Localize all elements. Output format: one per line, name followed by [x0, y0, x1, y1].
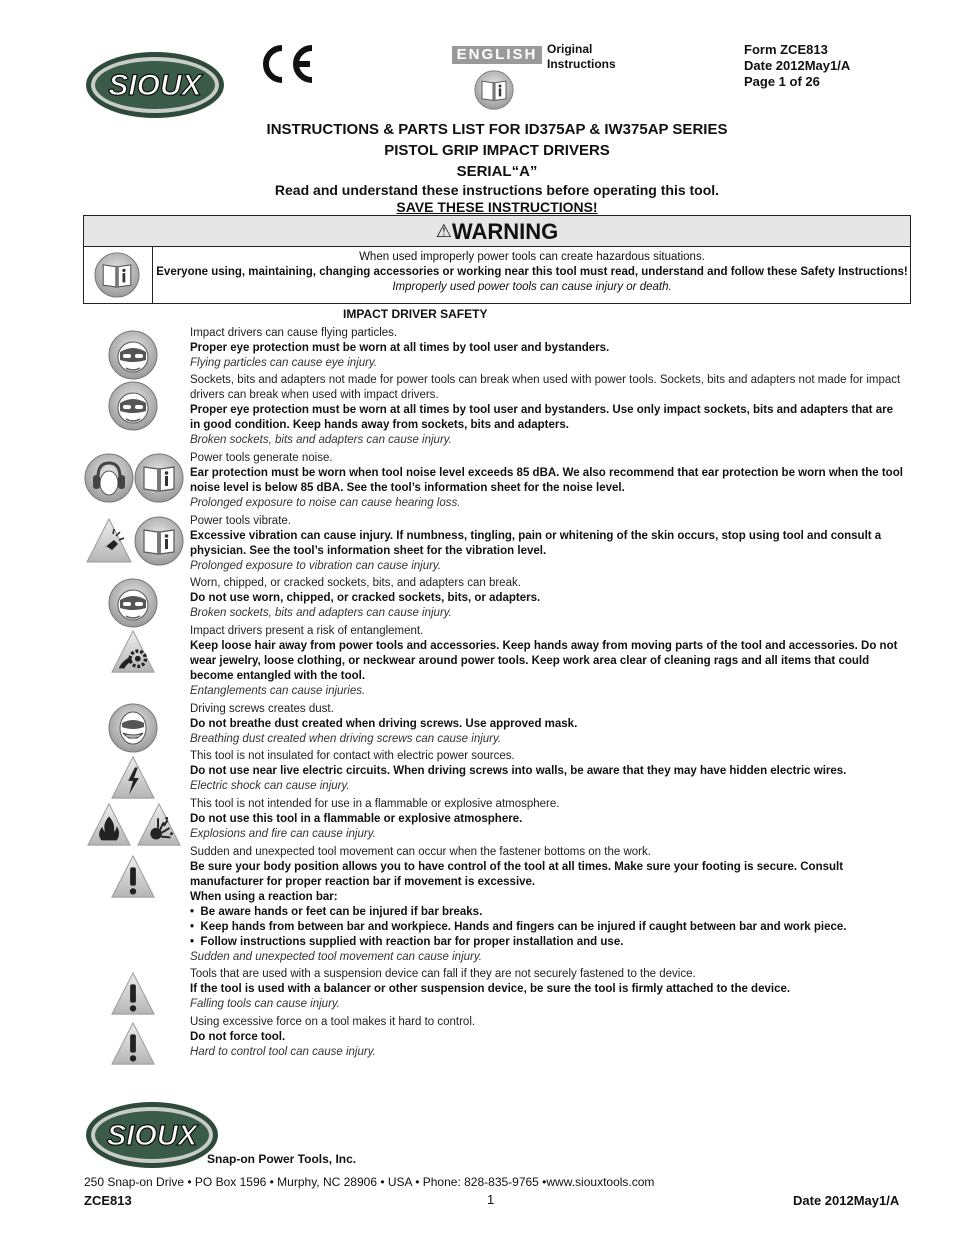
safety-item-flying-particles: Impact drivers can cause flying particles. Proper eye protection must be worn at all times by tool user and bystanders. Flying particles can cause eye injury. — [190, 327, 610, 369]
safety-item-suspension: Tools that are used with a suspension device can fall if they are not securely fastened to the device. If the tool is used with a balancer or other suspension device, be sure the tool is firmly attached to the device. Falling tools can cause injury. — [190, 968, 791, 1010]
warning-icon-cell — [84, 247, 153, 303]
form-date: Date 2012May1/A — [744, 58, 851, 73]
warning-triangle-icon: ⚠ — [435, 221, 452, 241]
sioux-logo-footer — [84, 1100, 224, 1170]
title-line-5: SAVE THESE INSTRUCTIONS! — [396, 199, 598, 215]
safety-item-entanglement: Impact drivers present a risk of entanglement. Keep loose hair away from power tools and accessories. Keep hands away from moving parts of the tool and accessories. Do not wear jewelry, loose clothing, or neckwear around power tools. Keep work area clear of cleaning rags and all items that could become entangled with the tool. Entanglements can cause injuries. — [190, 625, 898, 697]
safety-item-force: Using excessive force on a tool makes it hard to control. Do not force tool. Hard to control tool can cause injury. — [190, 1016, 476, 1058]
safety-item-noise: Power tools generate noise. Ear protection must be worn when tool noise level exceeds 85 dBA. We also recommend that ear protection be worn when the tool noise level is below 85 dBA. See the tool’s information sheet for the noise level. Prolonged exposure to noise can cause hearing loss. — [190, 452, 903, 509]
safety-item-electric: This tool is not insulated for contact with electric power sources. Do not use near live electric circuits. When driving screws into walls, be aware that they may have hidden electric wires. Electric shock can cause injury. — [190, 750, 847, 792]
title-line-4: Read and understand these instructions before operating this tool. — [274, 182, 720, 198]
document-titles — [0, 119, 954, 216]
footer-logo-text: SIOUX — [106, 1120, 198, 1152]
sioux-logo — [84, 50, 226, 120]
company-name: Snap-on Power Tools, Inc. — [207, 1152, 357, 1166]
safety-item-tool-movement: Sudden and unexpected tool movement can occur when the fastener bottoms on the work. Be sure your body position allows you to have control of the tool at all times. Make sure your footing is secure. Consult manufacturer for proper reaction bar if movement is excessive. When using a reaction bar: • Be aware hands or feet can be injured if bar breaks. • Keep hands from between bar and workpiece. Hands and fingers can be injured if caught between bar and work piece. • Follow instructions supplied with reaction bar for proper installation and use. Sudden and unexpected tool movement can cause injury. — [190, 845, 905, 965]
read-manual-icon — [134, 516, 184, 566]
form-info — [744, 42, 850, 90]
warning-box — [83, 215, 911, 304]
general-warning-icon — [108, 1020, 158, 1068]
title-line-2: PISTOL GRIP IMPACT DRIVERS — [384, 142, 610, 159]
title-line-3: SERIAL“A” — [456, 163, 538, 180]
electric-shock-hazard-icon — [108, 754, 158, 802]
warning-heading: ⚠WARNING — [84, 216, 910, 247]
safety-item-vibration: Power tools vibrate. Excessive vibration can cause injury. If numbness, tingling, pain or whitening of the skin occurs, stop using tool and consult a physician. See the tool’s information sheet for the vibration level. Prolonged exposure to vibration can cause injury. — [190, 515, 882, 572]
entanglement-hazard-icon — [108, 628, 158, 676]
form-number: Form ZCE813 — [744, 42, 828, 57]
bullet-item: • Follow instructions supplied with reaction bar for proper installation and use. — [190, 936, 624, 948]
eye-protection-icon — [108, 578, 158, 628]
safety-item-worn-sockets: Worn, chipped, or cracked sockets, bits, and adapters can break. Do not use worn, chipped, or cracked sockets, bits, or adapters. Broken sockets, bits and adapters can cause injury. — [190, 577, 541, 619]
general-warning-icon — [108, 853, 158, 901]
title-line-1: INSTRUCTIONS & PARTS LIST FOR ID375AP & IW375AP SERIES — [266, 121, 728, 138]
read-manual-icon — [94, 252, 140, 298]
company-address: 250 Snap-on Drive • PO Box 1596 • Murphy, NC 28906 • USA • Phone: 828-835-9765 •www.siouxtools.com — [84, 1175, 655, 1189]
explosion-hazard-icon — [134, 801, 184, 849]
footer-date: Date 2012May1/A — [793, 1193, 900, 1208]
general-warning-icon — [108, 970, 158, 1018]
fire-hazard-icon — [84, 801, 134, 849]
vibration-hazard-icon — [84, 516, 134, 566]
warning-text: When used improperly power tools can create hazardous situations. Everyone using, maintaining, changing accessories or working near this tool must read, understand and follow these Safety Instructions! Improperly used power tools can cause injury or death. — [156, 251, 908, 293]
bullet-item: • Be aware hands or feet can be injured if bar breaks. — [190, 906, 483, 918]
footer-form-number: ZCE813 — [84, 1193, 132, 1208]
footer-page-number: 1 — [487, 1192, 495, 1207]
page-indicator: Page 1 of 26 — [744, 74, 820, 89]
bullet-item: • Keep hands from between bar and workpiece. Hands and fingers can be injured if caught between bar and work piece. — [190, 921, 847, 933]
original-instructions: Original Instructions — [547, 42, 616, 71]
safety-item-sockets-break: Sockets, bits and adapters not made for power tools can break when used with power tools. Sockets, bits and adapters not made for impact drivers can break when used with impact drivers. Proper eye protection must be worn at all times by tool user and bystanders. Use only impact sockets, bits and adapters that are in good condition. Keep hands away from sockets, bits and adapters. Broken sockets, bits and adapters can cause injury. — [190, 374, 901, 446]
section-title: IMPACT DRIVER SAFETY — [343, 307, 488, 321]
safety-item-explosive: This tool is not intended for use in a flammable or explosive atmosphere. Do not use this tool in a flammable or explosive atmosphere. Explosions and fire can cause injury. — [190, 798, 560, 840]
dust-mask-icon — [108, 703, 158, 753]
ce-mark-icon — [258, 44, 316, 84]
eye-protection-icon — [108, 381, 158, 431]
safety-item-dust: Driving screws creates dust. Do not breathe dust created when driving screws. Use approved mask. Breathing dust created when driving screws can cause injury. — [190, 703, 578, 745]
read-manual-icon — [474, 70, 514, 110]
ear-protection-icon — [84, 453, 134, 503]
eye-protection-icon — [108, 330, 158, 380]
logo-text: SIOUX — [108, 69, 202, 102]
language-label: ENGLISH — [452, 46, 542, 64]
read-manual-icon — [134, 453, 184, 503]
